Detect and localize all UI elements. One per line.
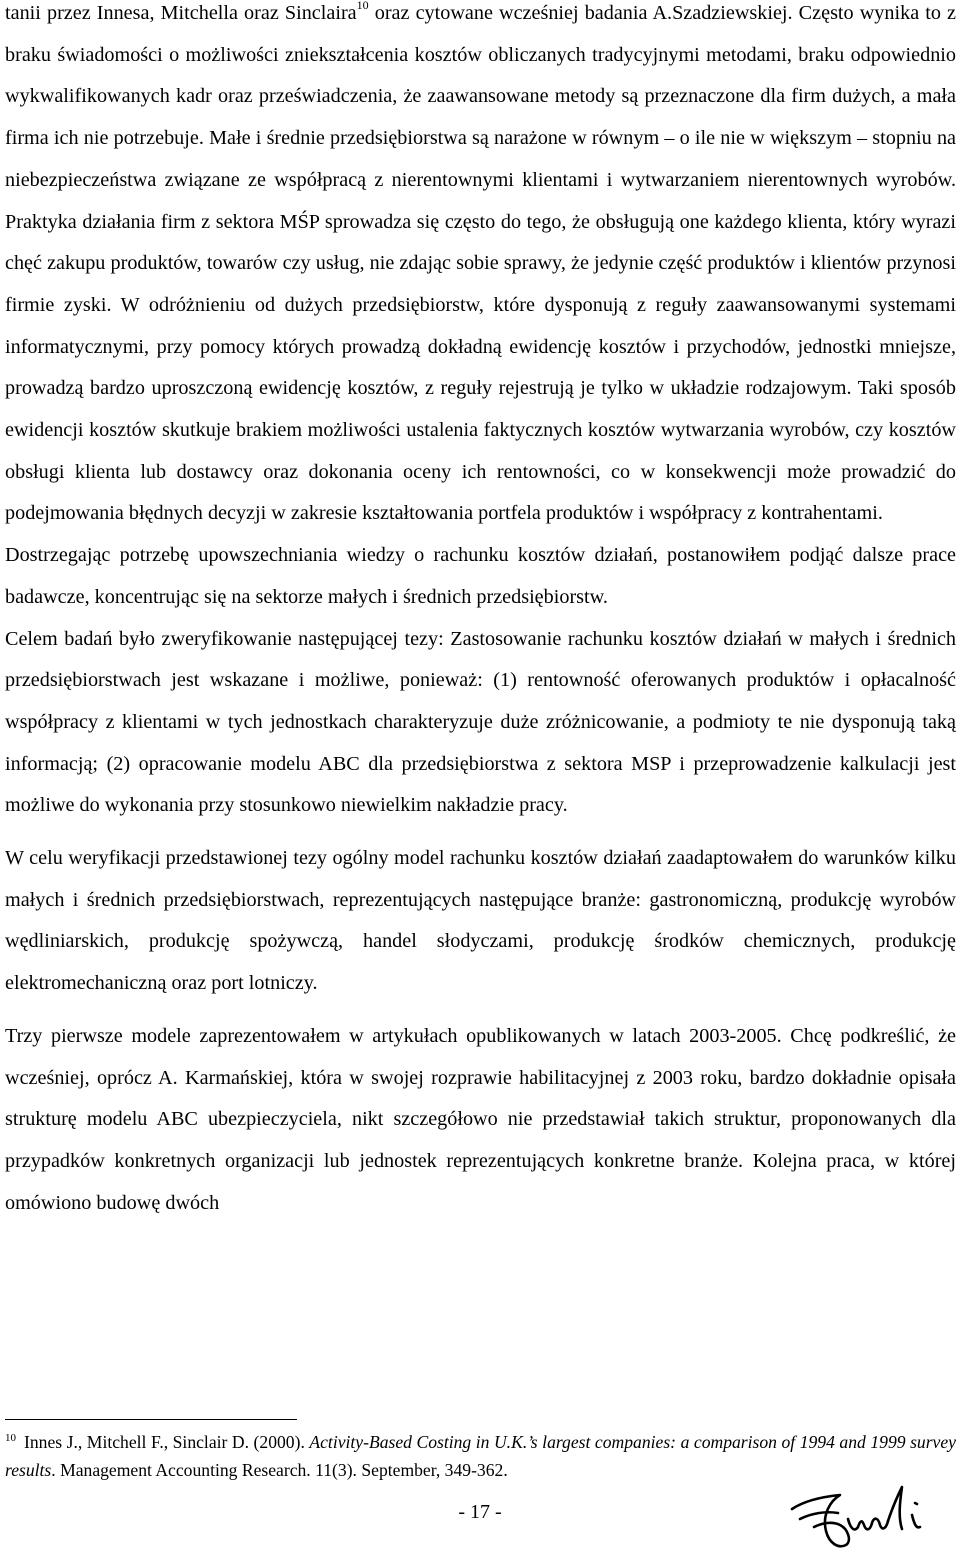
footnote-authors: Innes J., Mitchell F., Sinclair D. (2000).	[24, 1432, 310, 1452]
footnote-number: 10	[5, 1432, 16, 1444]
footnote-title: Activity-Based Costing in U.K.’s largest companies: a comparison of 1994 and 1999 survey results	[5, 1432, 956, 1480]
paragraph-1-start: tanii przez Innesa, Mitchella oraz Sinclaira	[5, 2, 357, 24]
footnote-separator	[5, 1419, 297, 1420]
document-page	[5, 0, 956, 1224]
footnote-source: . Management Accounting Research. 11(3). September, 349-362.	[51, 1459, 508, 1480]
footnote-reference[interactable]: 10	[356, 0, 369, 13]
paragraph-1-rest: oraz cytowane wcześniej badania A.Szadziewskiej. Często wynika to z braku świadomości o możliwości zniekształcenia kosztów obliczanych tradycyjnymi metodami, braku odpowiednio wykwalifikowanych kadr oraz przeświadczenia, że zaawansowane metody są przeznaczone dla firm dużych, a mała firma ich nie potrzebuje. Małe i średnie przedsiębiorstwa są narażone w równym – o ile nie w większym – stopniu na niebezpieczeństwa związane ze współpracą z nierentownymi klientami i wytwarzaniem nierentownych wyrobów. Praktyka działania firm z sektora MŚP sprowadza się często do tego, że obsługują one każdego klienta, który wyrazi chęć zakupu produktów, towarów czy usług, nie zdając sobie sprawy, że jedynie część produktów i klientów przynosi firmie zyski. W odróżnieniu od dużych przedsiębiorstw, które dysponują z reguły zaawansowanymi systemami informatycznymi, przy pomocy których prowadzą dokładną ewidencję kosztów i przychodów, jednostki mniejsze, prowadzą bardzo uproszczoną ewidencję kosztów, z reguły rejestrują je tylko w układzie rodzajowym. Taki sposób ewidencji kosztów skutkuje brakiem możliwości ustalenia faktycznych kosztów wytwarzania wyrobów, czy kosztów obsługi klienta lub dostawcy oraz dokonania oceny ich rentowności, co w konsekwencji może prowadzić do podejmowania błędnych decyzji w zakresie kształtowania portfela produktów i współpracy z kontrahentami.	[5, 2, 956, 525]
signature-image	[786, 1479, 946, 1555]
paragraph-3: Celem badań było zweryfikowanie następującej tezy: Zastosowanie rachunku kosztów działań w małych i średnich przedsiębiorstwach jest wskazane i możliwe, ponieważ: (1) rentowność oferowanych produktów i opłacalność współpracy z klientami w tych jednostkach charakteryzuje duże zróżnicowanie, a podmioty te nie dysponują taką informacją; (2) opracowanie modelu ABC dla przedsiębiorstwa z sektora MSP i przeprowadzenie kalkulacji jest możliwe do wykonania przy stosunkowo niewielkim nakładzie pracy.	[5, 627, 956, 817]
paragraph-4: W celu weryfikacji przedstawionej tezy ogólny model rachunku kosztów działań zaadaptowałem do warunków kilku małych i średnich przedsiębiorstwach, reprezentujących następujące branże: gastronomiczną, produkcję wyrobów wędliniarskich, produkcję spożywczą, handel słodyczami, produkcję środków chemicznych, produkcję elektromechaniczną oraz port lotniczy.	[5, 847, 956, 995]
footnote	[5, 1430, 956, 1482]
page-number: - 17 -	[458, 1501, 502, 1523]
paragraph-2: Dostrzegając potrzebę upowszechniania wiedzy o rachunku kosztów działań, postanowiłem podjąć dalsze prace badawcze, koncentrując się na sektorze małych i średnich przedsiębiorstw.	[5, 544, 956, 608]
paragraph-1	[5, 0, 956, 535]
paragraph-5: Trzy pierwsze modele zaprezentowałem w artykułach opublikowanych w latach 2003-2005. Chcę podkreślić, że wcześniej, oprócz A. Karmańskiej, która w swojej rozprawie habilitacyjnej z 2003 roku, bardzo dokładnie opisała strukturę modelu ABC ubezpieczyciela, nikt szczegółowo nie przedstawiał takich struktur, proponowanych dla przypadków konkretnych organizacji lub jednostek reprezentujących konkretne branże. Kolejna praca, w której omówiono budowę dwóch	[5, 1024, 956, 1214]
